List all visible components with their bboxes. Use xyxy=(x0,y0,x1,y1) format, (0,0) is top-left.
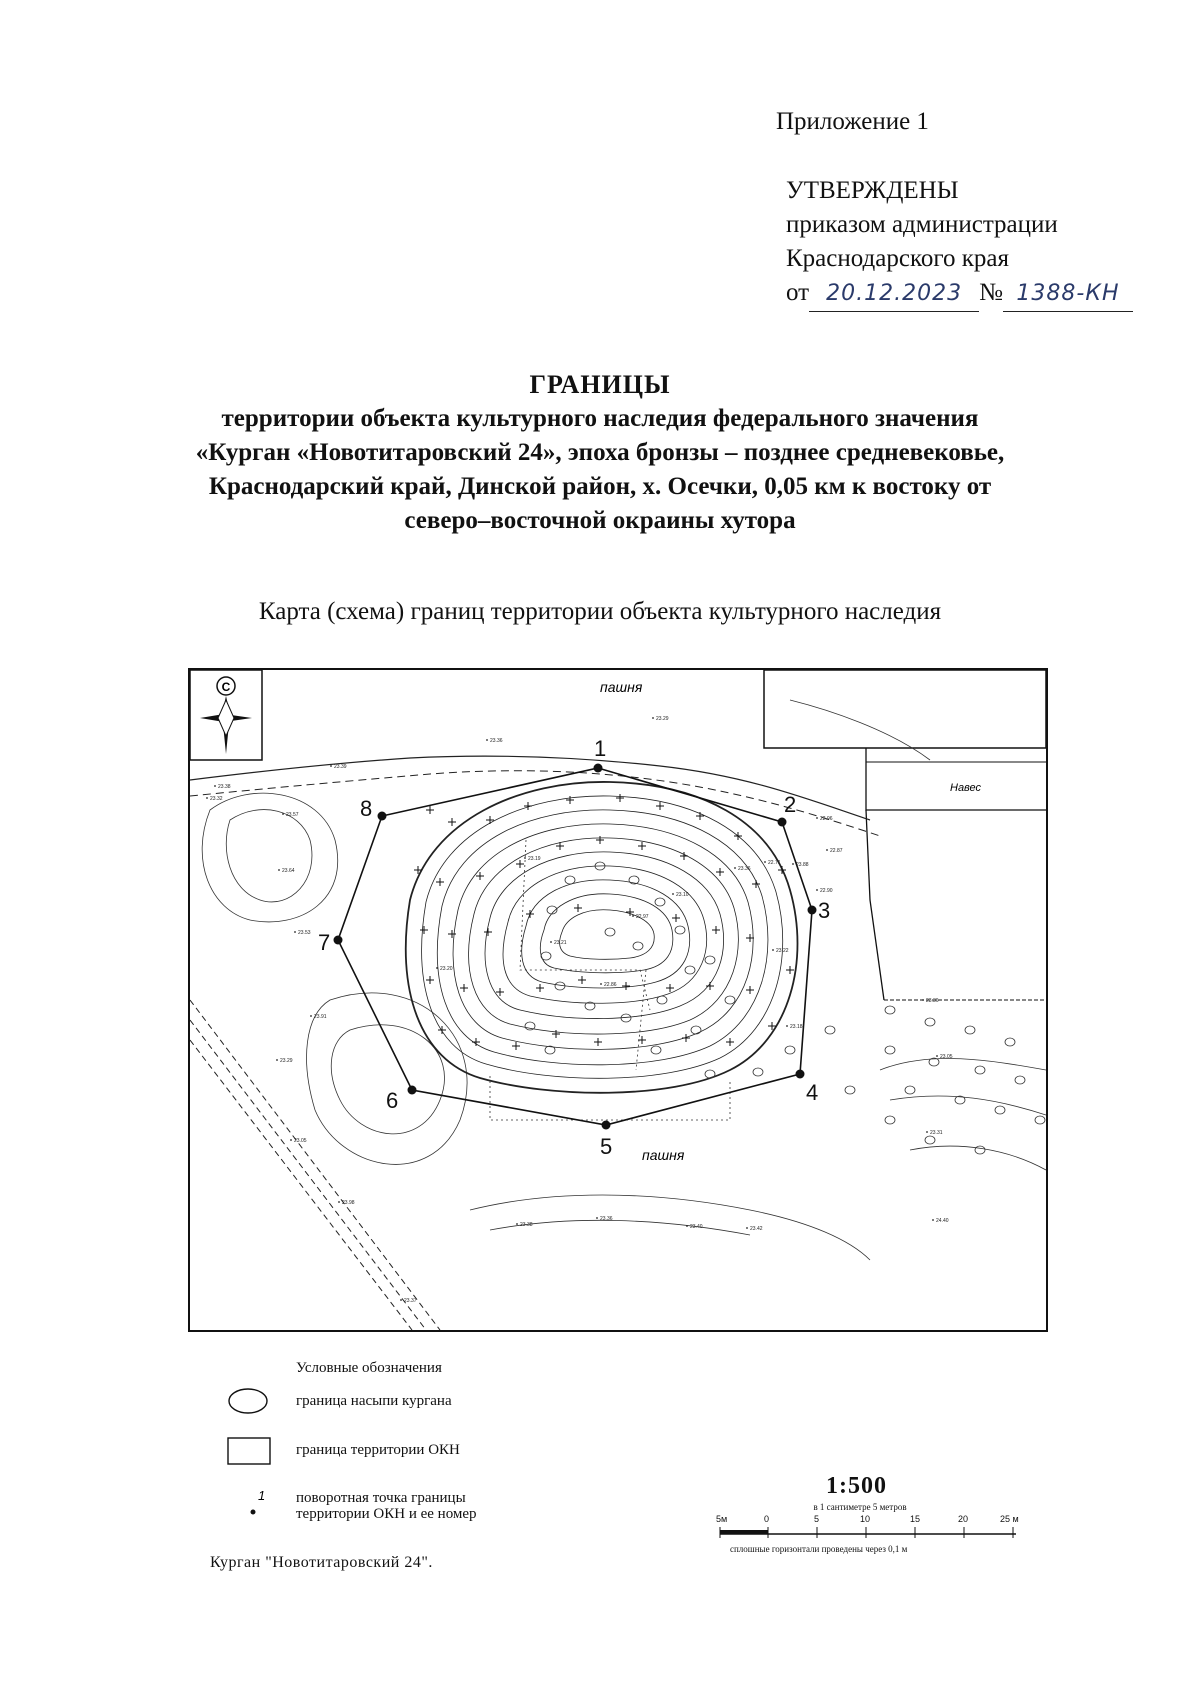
fence-line xyxy=(866,810,884,1000)
turning-point-8 xyxy=(378,812,387,821)
field-label-top: пашня xyxy=(600,679,643,695)
scale-ratio: 1:500 xyxy=(826,1473,887,1499)
elevation-label: 23.36 xyxy=(738,866,751,872)
elevation-label: 22.87 xyxy=(830,848,843,854)
point-label-3: 3 xyxy=(818,898,831,923)
elevation-label: 23.21 xyxy=(554,940,567,946)
elevation-label: 23.19 xyxy=(528,856,541,862)
road-top xyxy=(190,756,880,836)
elevation-label: 23.22 xyxy=(776,948,789,954)
scale-tick-label-1: 0 xyxy=(764,1514,770,1524)
elevation-label: 23.57 xyxy=(286,812,299,818)
point-label-7: 7 xyxy=(318,930,331,955)
territory-legend-icon xyxy=(226,1436,272,1466)
map-footer-caption: Курган "Новотитаровский 24". xyxy=(210,1554,433,1571)
road-diagonal xyxy=(190,1000,440,1330)
elevation-label: 23.42 xyxy=(750,1226,763,1232)
north-letter: С xyxy=(221,680,231,694)
point-label-5: 5 xyxy=(600,1134,613,1159)
building-outline xyxy=(764,670,1046,748)
turning-point-5 xyxy=(602,1121,611,1130)
elevation-label: 24.40 xyxy=(936,1218,949,1224)
handwritten-number: 1388-КН xyxy=(1016,281,1120,306)
mound-contours xyxy=(406,782,798,1093)
elevation-label: 23.20 xyxy=(440,966,453,972)
map-caption: Карта (схема) границ территории объекта культурного наследия xyxy=(258,598,942,625)
map-svg xyxy=(190,670,1046,1330)
approval-line-3: Краснодарского края xyxy=(786,245,1009,272)
point-label-2: 2 xyxy=(784,792,797,817)
contour-interval-note: сплошные горизонтали проведены через 0,1 м xyxy=(730,1544,908,1554)
mound-legend-icon xyxy=(226,1386,270,1416)
appendix-label: Приложение 1 xyxy=(776,108,929,135)
legend-point-line-2: территории ОКН и ее номер xyxy=(296,1506,477,1522)
legend-title: Условные обозначения xyxy=(296,1360,442,1376)
date-prefix: от xyxy=(786,279,810,306)
north-arrow xyxy=(190,670,262,760)
point-label-1: 1 xyxy=(594,736,607,761)
turning-point-4 xyxy=(796,1070,805,1079)
number-field xyxy=(1003,276,1133,312)
turning-point-7 xyxy=(334,936,343,945)
approval-block xyxy=(786,174,1133,312)
scale-tick-label-0: 5м xyxy=(716,1514,728,1524)
scale-bar xyxy=(710,1512,1030,1546)
elevation-label: 23.29 xyxy=(656,716,669,722)
elevation-label: 23.91 xyxy=(314,1014,327,1020)
elevation-label: 23.36 xyxy=(926,998,939,1004)
title-heading: ГРАНИЦЫ xyxy=(529,370,671,399)
elevation-label: 22.96 xyxy=(820,816,833,822)
okn-territory-boundary xyxy=(338,768,812,1125)
elevation-label: 23.53 xyxy=(298,930,311,936)
scale-tick-label-6: 25 м xyxy=(1000,1514,1019,1524)
boundary-map xyxy=(188,668,1048,1332)
number-prefix: № xyxy=(979,279,1003,306)
document-title xyxy=(150,368,1050,538)
turning-point-3 xyxy=(808,906,817,915)
turning-point-6 xyxy=(408,1086,417,1095)
elevation-label: 23.38 xyxy=(218,784,231,790)
title-line-2: «Курган «Новотитаровский 24», эпоха бронзы – позднее средневековье, xyxy=(195,439,1005,466)
legend-territory-label: граница территории ОКН xyxy=(296,1442,460,1458)
scale-subtitle: в 1 сантиметре 5 метров xyxy=(813,1502,907,1512)
title-line-4: северо–восточной окраины хутора xyxy=(404,507,796,534)
elevation-label: 22.90 xyxy=(820,888,833,894)
point-label-8: 8 xyxy=(360,796,373,821)
scale-tick-label-5: 20 xyxy=(958,1514,969,1524)
elevation-label: 23.05 xyxy=(294,1138,307,1144)
field-label-bottom: пашня xyxy=(642,1147,685,1163)
elevation-label: 22.97 xyxy=(636,914,649,920)
legend-point-label xyxy=(296,1490,477,1522)
elevation-label: 23.32 xyxy=(210,796,223,802)
turning-point-legend-icon xyxy=(244,1488,274,1518)
legend-point-sample: 1 xyxy=(258,1488,266,1503)
title-line-3: Краснодарский край, Динской район, х. Осечки, 0,05 км к востоку от xyxy=(208,473,992,500)
legend-mound-label: граница насыпи кургана xyxy=(296,1393,452,1409)
elevation-label: 23.38 xyxy=(520,1222,533,1228)
turning-point-2 xyxy=(778,818,787,827)
elevation-label: 23.36 xyxy=(490,738,503,744)
date-field xyxy=(809,276,979,312)
elevation-label: 23.40 xyxy=(690,1224,703,1230)
shed-label: Навес xyxy=(950,782,982,794)
turning-point-1 xyxy=(594,764,603,773)
elevation-label: 23.39 xyxy=(334,764,347,770)
elevation-label: 23.18 xyxy=(790,1024,803,1030)
legend-point-line-1: поворотная точка границы xyxy=(296,1490,466,1506)
elevation-label: 22.71 xyxy=(768,860,781,866)
elevation-label: 23.88 xyxy=(796,862,809,868)
elevation-label: 22.86 xyxy=(604,982,617,988)
elevation-label: 23.36 xyxy=(600,1216,613,1222)
contour-lines-outer xyxy=(202,700,1046,1260)
elevation-label: 23.10 xyxy=(676,892,689,898)
approval-title: УТВЕРЖДЕНЫ xyxy=(786,177,959,204)
point-label-4: 4 xyxy=(806,1080,819,1105)
shed xyxy=(866,748,1046,810)
scale-tick-label-3: 10 xyxy=(860,1514,871,1524)
handwritten-date: 20.12.2023 xyxy=(826,281,963,306)
scale-tick-label-4: 15 xyxy=(910,1514,921,1524)
approval-date-line xyxy=(786,276,1133,312)
point-label-6: 6 xyxy=(386,1088,399,1113)
approval-line-2: приказом администрации xyxy=(786,211,1058,238)
elevation-labels xyxy=(206,716,953,1304)
elevation-label: 23.05 xyxy=(940,1054,953,1060)
elevation-label: 23.29 xyxy=(280,1058,293,1064)
elevation-label: 23.31 xyxy=(930,1130,943,1136)
scale-tick-label-2: 5 xyxy=(814,1514,820,1524)
elevation-label: 23.98 xyxy=(342,1200,355,1206)
elevation-label: 23.37 xyxy=(404,1298,417,1304)
elevation-label: 23.64 xyxy=(282,868,295,874)
title-line-1: территории объекта культурного наследия федерального значения xyxy=(221,405,979,432)
